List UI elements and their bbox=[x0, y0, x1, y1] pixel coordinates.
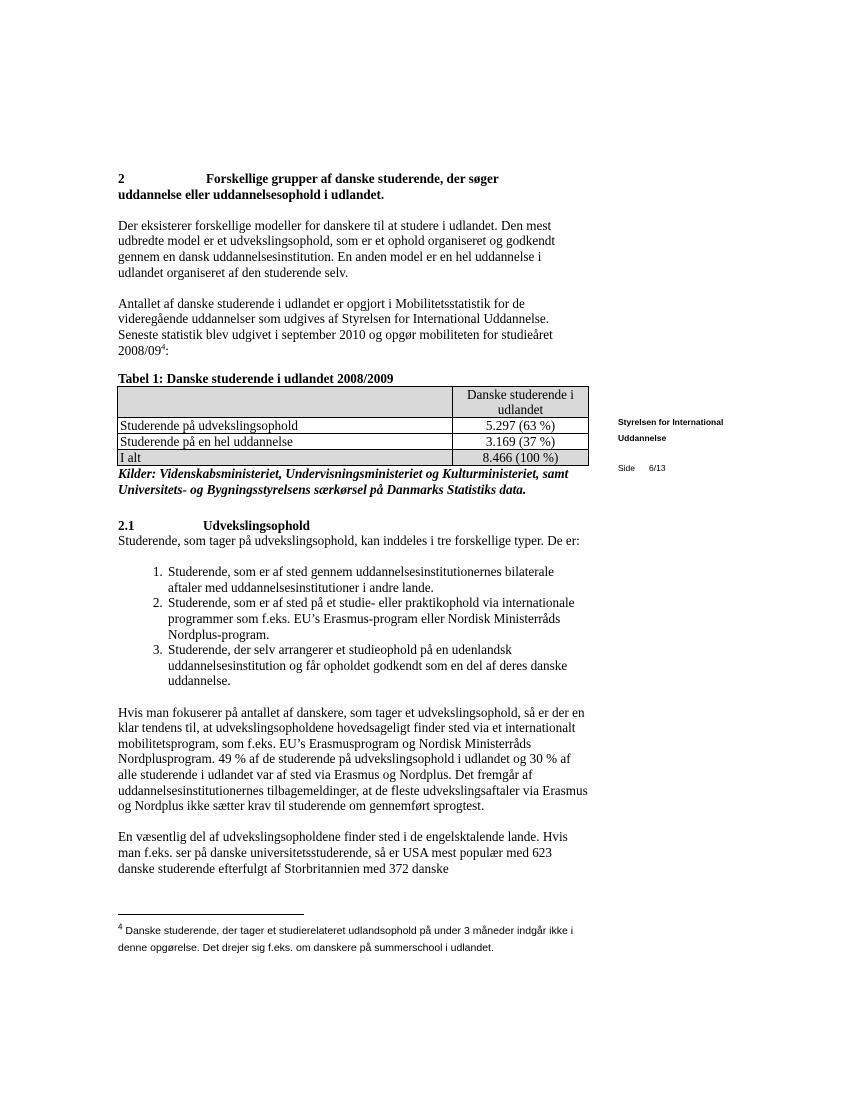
paragraph-statistics-text: Antallet af danske studerende i udlandet er opgjort i Mobilitetsstatistik for de videregående uddannelser som udgives af Styrelsen for International Uddannelse. Seneste statistik blev udgivet i september 2010 og opgør mobiliteten for studieåret 2008/09 bbox=[118, 295, 553, 358]
exchange-types-list bbox=[118, 564, 588, 689]
footnote-mark: 4 bbox=[118, 922, 123, 932]
paragraph-exchange-trend: Hvis man fokuserer på antallet af danskere, som tager et udvekslingsophold, så er der en klar tendens til, at udvekslingsopholdene hovedsageligt finder sted via et internationalt mobilitetsprogram, som f.eks. EU’s Erasmusprogram og Nordisk Ministerråds Nordplusprogram. 49 % af de studerende på udvekslingsophold i udlandet og 30 % af alle studerende i udlandet var af sted via Erasmus og Nordplus. Det fremgår af uddannelsesinstitutionernes tilbagemeldinger, at de fleste udvekslingsaftaler via Erasmus og Nordplus ikke sætter krav til studerende om gennemført sprogtest. bbox=[118, 704, 588, 814]
table-row-value: 5.297 (63 %) bbox=[453, 418, 589, 434]
table-row-value: 3.169 (37 %) bbox=[453, 434, 589, 450]
sidebar-info bbox=[618, 414, 723, 476]
table-total-row bbox=[118, 450, 589, 466]
section-heading bbox=[118, 171, 588, 202]
section-number: 2 bbox=[118, 171, 125, 186]
students-table bbox=[117, 386, 589, 466]
table-row-label: I alt bbox=[118, 450, 453, 466]
paragraph-models: Der eksisterer forskellige modeller for danskere til at studere i udlandet. Den mest udbredte model er et udvekslingsophold, som er et ophold organiseret og godkendt gennem en dansk uddannelsesinstitution. En anden model er en hel uddannelse i udlandet organiseret af den studerende selv. bbox=[118, 217, 556, 280]
paragraph-statistics-end: : bbox=[165, 342, 169, 358]
table-row-value: 8.466 (100 %) bbox=[453, 450, 589, 466]
list-item: 3. Studerende, der selv arrangerer et studieophold på en udenlandsk uddannelsesinstitution og får opholdet godkendt som en del af deres danske uddannelse. bbox=[166, 642, 588, 689]
page-label: Side bbox=[618, 463, 636, 473]
subsection-number: 2.1 bbox=[118, 517, 135, 533]
page-number: 6/13 bbox=[649, 463, 666, 473]
footnote-divider bbox=[118, 914, 304, 915]
table-row bbox=[118, 434, 589, 450]
main-content bbox=[118, 171, 588, 876]
table-row-label: Studerende på en hel uddannelse bbox=[118, 434, 453, 450]
table-header-row bbox=[118, 387, 589, 418]
organization-name bbox=[618, 414, 723, 446]
footnote-text: Danske studerende, der tager et studierelateret udlandsophold på under 3 måneder indgår ikke i denne opgørelse. Det drejer sig f.eks. om danskere på summerschool i udlandet. bbox=[118, 925, 574, 954]
paragraph-english-countries: En væsentlig del af udvekslingsopholdene finder sted i de engelsktalende lande. Hvis man f.eks. ser på danske universitetsstuderende, så er USA mest populær med 623 danske studerende efterfulgt af Storbritannien med 372 danske bbox=[118, 829, 568, 876]
table-source: Kilder: Videnskabsministeriet, Undervisningsministeriet og Kulturministeriet, samt Universitets- og Bygningsstyrelsens særkørsel på Danmarks Statistiks data. bbox=[118, 466, 569, 497]
list-item: 2. Studerende, som er af sted på et studie- eller praktikophold via internationale programmer som f.eks. EU’s Erasmus-program eller Nordisk Ministerråds Nordplus-program. bbox=[166, 595, 588, 642]
footnote-reference[interactable]: 4 bbox=[161, 342, 166, 352]
table-header-cell: Danske studerende i udlandet bbox=[453, 387, 589, 418]
paragraph-statistics bbox=[118, 296, 588, 358]
list-item: 1. Studerende, som er af sted gennem uddannelsesinstitutionernes bilaterale aftaler med uddannelsesinstitutioner i andre lande. bbox=[166, 564, 588, 595]
table-header-empty bbox=[118, 387, 453, 418]
section-title: Forskellige grupper af danske studerende, der søger bbox=[206, 171, 499, 186]
organization-line-1: Styrelsen for International bbox=[618, 417, 724, 427]
subsection-title: Udvekslingsophold bbox=[203, 517, 311, 533]
section-title-continued: uddannelse eller uddannelsesophold i udlandet. bbox=[118, 186, 385, 202]
subsection-intro: Studerende, som tager på udvekslingsophold, kan inddeles i tre forskellige typer. De er: bbox=[118, 533, 580, 549]
organization-line-2: Uddannelse bbox=[618, 433, 667, 443]
subsection-heading bbox=[118, 518, 588, 534]
table-row bbox=[118, 418, 589, 434]
footnote bbox=[118, 923, 588, 957]
table-row-label: Studerende på udvekslingsophold bbox=[118, 418, 453, 434]
table-caption: Tabel 1: Danske studerende i udlandet 2008/2009 bbox=[118, 370, 394, 386]
page-indicator bbox=[618, 460, 723, 476]
